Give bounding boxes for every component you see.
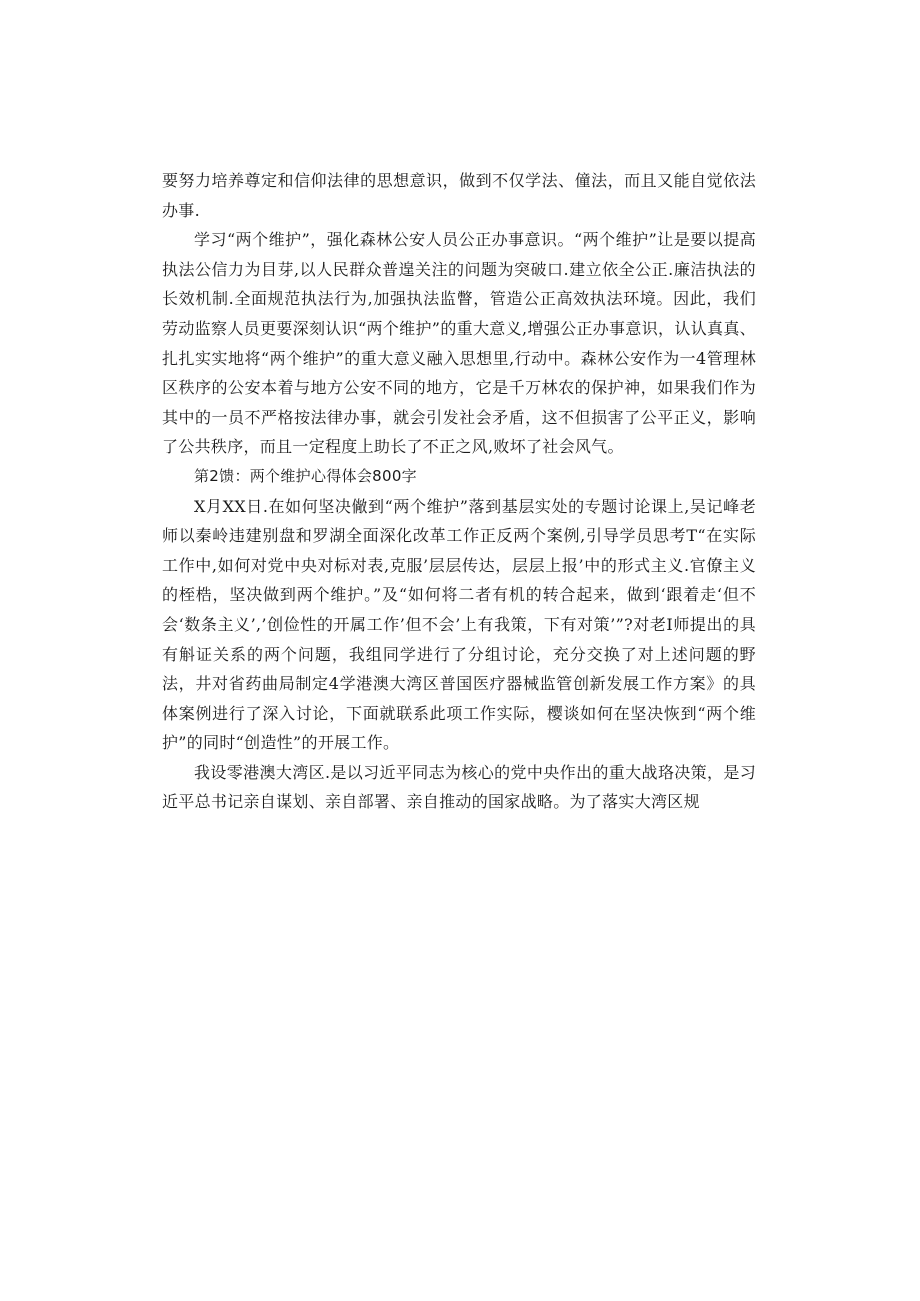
paragraph-seminar: X月XX日.在如何坚决僘到“两个维护”落到基层实处的专题讨论课上,吴记峰老师以秦岭违建别盘和罗湖全面深化改革工作正反两个案例,引导学员思考T“在实际工作中,如何对党中央对标对表,克服’层层传达，层层上报’中的形式主义.官僚主义的桎梏，坚决做到两个维护。”及“如何将二者有机的转合起来，做到‘跟着走‘但不会‘数条主义’,’创俭性的开属工作’但不会’上有我策，下有对策’”?对老I师提出的具有斛证关系的两个问题，我组同学进行了分组讨论，充分交换了对上述问题的野法，井对省药曲局制定4学港澳大湾区普国医疗器械监管创新发展工作方案》的具体案例进行了深入讨论，下面就联系此项工作实际，樱谈如何在坚决恢到“两个维护”的同时“创造性”的开展工作。 xyxy=(162,496,756,753)
document-body xyxy=(162,166,756,817)
paragraph-continuation: 要努力培养尊定和信仰法律的思想意识，做到不仅学法、僮法，而且又能自觉依法办事. xyxy=(162,171,756,220)
paragraph-forest-police: 学习“两个维护”，强化森林公安人员公正办事意识。“两个维护”让是要以提高执法公信力为目芽,以人民群众普遑关注的问题为突破口.建立依全公正.廉洁执法的长效机制.全面规范执法行为,加强执法监瞥，管造公正高效执法环境。因此，我们劳动监察人员更要深刻认识“两个维护”的重大意义,增强公正办事意识，认认真真、扎扎实实地将“两个维护”的重大意义融入思想里,行动中。森林公安作为一4管理林区秩序的公安本着与地方公安不同的地方，它是千万林农的保护神，如果我们作为其中的一员不严格按法律办事，就会引发社会矛盾，这不但损害了公平正义，影响了公共秩序，而且一定程度上助长了不正之风,败坏了社会风气。 xyxy=(162,230,756,457)
paragraph-greater-bay-area: 我设零港澳大湾区.是以习近平同志为核心的党中央作出的重大战珞决策，是习近平总书记亲自谋划、亲自部署、亲自推动的国家战略。为了落实大湾区规 xyxy=(162,762,756,812)
section-heading: 第2馈：两个维护心得体会800字 xyxy=(194,466,417,485)
